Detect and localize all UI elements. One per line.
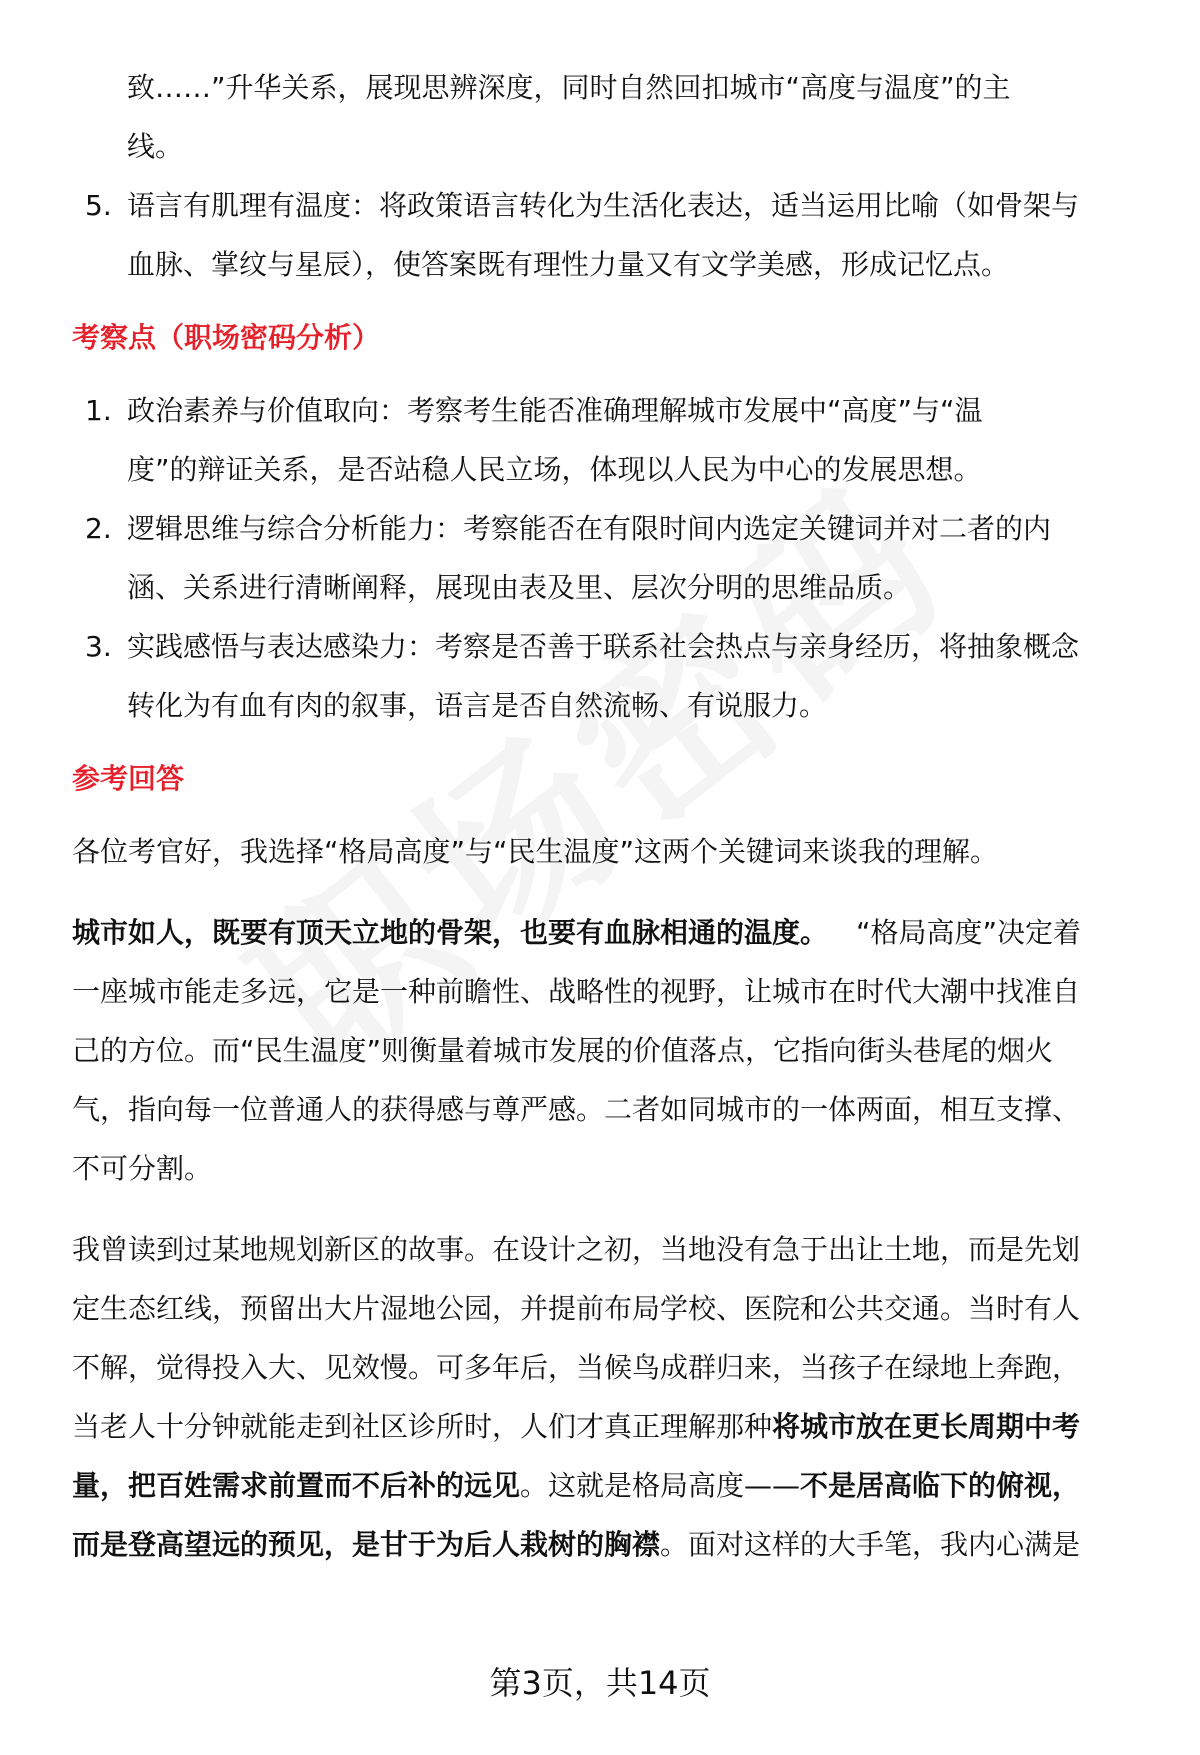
list-item <box>72 381 1152 499</box>
list-text: 度”的辩证关系，是否站稳人民立场，体现以人民为中心的发展思想。 <box>127 453 982 486</box>
section-heading-points: 考察点（职场密码分析） <box>72 321 381 354</box>
answer-paragraph <box>72 1220 1152 1574</box>
bold-text: 量，把百姓需求前置而不后补的远见 <box>72 1469 521 1502</box>
answer-intro: 各位考官好，我选择“格局高度”与“民生温度”这两个关键词来谈我的理解。 <box>72 835 999 868</box>
text: “格局高度”决定着 <box>856 916 1082 949</box>
list-number: 1. <box>85 394 112 427</box>
continuation-line: 线。 <box>127 130 184 163</box>
text: 。这就是格局高度—— <box>520 1469 801 1502</box>
text: 气，指向每一位普通人的获得感与尊严感。二者如同城市的一体两面，相互支撑、 <box>72 1093 1081 1126</box>
list-text: 血脉、掌纹与星辰），使答案既有理性力量又有文学美感，形成记忆点。 <box>127 248 1010 281</box>
text: 我曾读到过某地规划新区的故事。在设计之初，当地没有急于出让土地，而是先划 <box>72 1233 1081 1266</box>
list-text: 转化为有血有肉的叙事，语言是否自然流畅、有说服力。 <box>127 689 828 722</box>
page-footer: 第3页，共14页 <box>489 1664 711 1702</box>
section-heading-answer: 参考回答 <box>72 762 185 795</box>
list-number: 2. <box>85 512 112 545</box>
tips-list <box>72 176 1152 294</box>
text: 一座城市能走多远，它是一种前瞻性、战略性的视野，让城市在时代大潮中找准自 <box>72 975 1081 1008</box>
text: 不可分割。 <box>72 1152 213 1185</box>
text: 不解，觉得投入大、见效慢。可多年后，当候鸟成群归来，当孩子在绿地上奔跑， <box>72 1351 1081 1384</box>
continuation-line: 致……”升华关系，展现思辨深度，同时自然回扣城市“高度与温度”的主 <box>127 71 1011 104</box>
text: 。面对这样的大手笔，我内心满是 <box>660 1528 1081 1561</box>
bold-text: 城市如人，既要有顶天立地的骨架，也要有血脉相通的温度。 <box>72 916 829 949</box>
bold-text: 不是居高临下的俯视， <box>800 1469 1081 1502</box>
answer-paragraph <box>72 903 1152 1198</box>
list-text: 涵、关系进行清晰阐释，展现由表及里、层次分明的思维品质。 <box>127 571 912 604</box>
text: 己的方位。而“民生温度”则衡量着城市发展的价值落点，它指向街头巷尾的烟火 <box>72 1034 1054 1067</box>
document-body <box>72 58 1152 1574</box>
list-text: 政治素养与价值取向：考察考生能否准确理解城市发展中“高度”与“温 <box>127 394 983 427</box>
list-item <box>72 176 1152 294</box>
list-item <box>72 617 1152 735</box>
list-number: 5. <box>85 189 112 222</box>
list-number: 3. <box>85 630 112 663</box>
list-text: 语言有肌理有温度：将政策语言转化为生活化表达，适当运用比喻（如骨架与 <box>127 189 1080 222</box>
list-text: 实践感悟与表达感染力：考察是否善于联系社会热点与亲身经历，将抽象概念 <box>127 630 1080 663</box>
list-item <box>72 499 1152 617</box>
bold-text: 而是登高望远的预见，是甘于为后人栽树的胸襟 <box>72 1528 661 1561</box>
points-list <box>72 381 1152 735</box>
bold-text: 将城市放在更长周期中考 <box>772 1410 1081 1443</box>
text: 定生态红线，预留出大片湿地公园，并提前布局学校、医院和公共交通。当时有人 <box>72 1292 1081 1325</box>
text: 当老人十分钟就能走到社区诊所时，人们才真正理解那种 <box>72 1410 773 1443</box>
list-text: 逻辑思维与综合分析能力：考察能否在有限时间内选定关键词并对二者的内 <box>127 512 1052 545</box>
